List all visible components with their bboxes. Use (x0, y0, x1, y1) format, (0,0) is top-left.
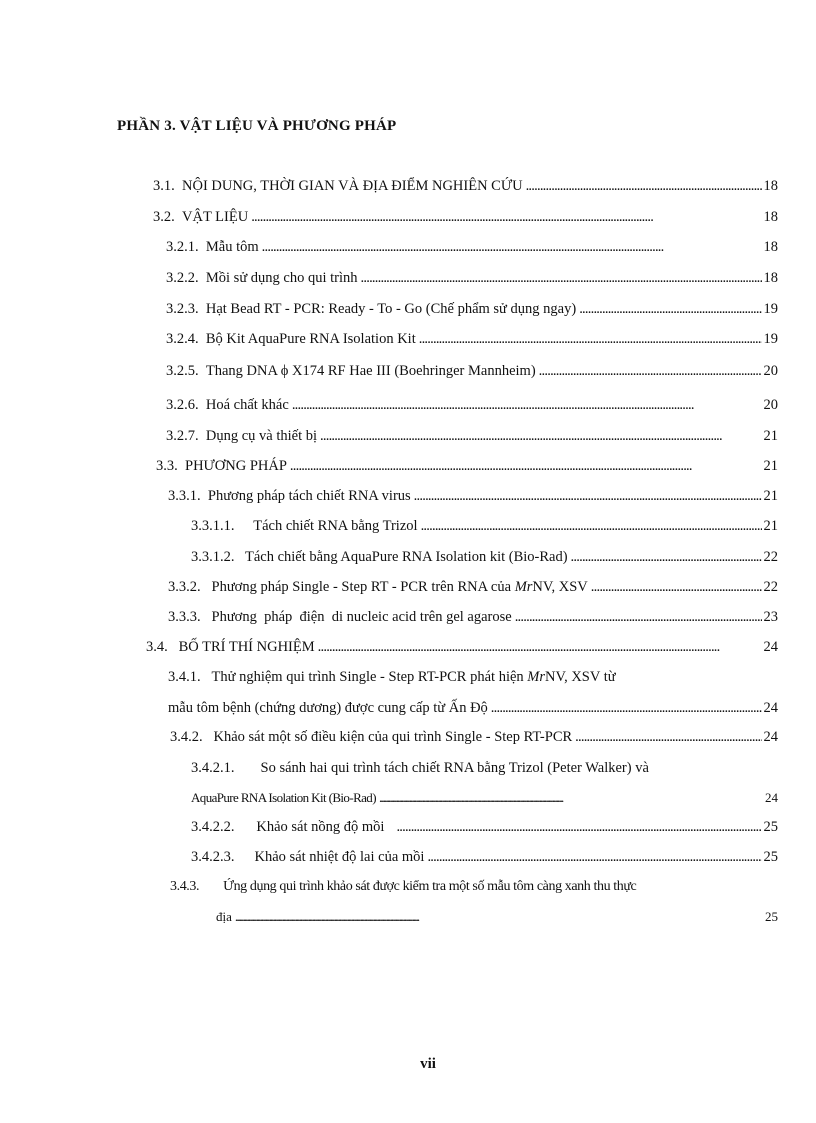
toc-number: 3.2.1. (166, 239, 199, 255)
toc-number: 3.2.2. (166, 270, 199, 286)
toc-title: Mồi sử dụng cho qui trình (205, 270, 358, 286)
toc-leader-dots (526, 175, 762, 197)
toc-title: Bộ Kit AquaPure RNA Isolation Kit (205, 331, 416, 347)
toc-entry (191, 816, 778, 838)
toc-entry (191, 846, 778, 868)
toc-number: 3.4.3. (170, 879, 200, 894)
toc-title: Khảo sát nồng độ mồi (256, 819, 385, 835)
toc-number: 3.2. (153, 209, 175, 225)
toc-leader-dots (292, 394, 762, 416)
toc-number: 3.3.1.2. (191, 549, 235, 565)
toc-entry (166, 328, 778, 350)
toc-number: 3.2.3. (166, 301, 199, 317)
toc-number: 3.4. (146, 639, 168, 655)
toc-leader-dots (591, 576, 762, 598)
toc-number: 3.4.1. (168, 669, 201, 685)
toc-page-number: 25 (765, 909, 778, 924)
toc-entry (191, 546, 778, 568)
toc-page-number: 22 (763, 579, 778, 595)
toc-leader-dots (579, 298, 761, 320)
toc-entry (191, 515, 778, 537)
toc-leader-dots (571, 546, 762, 568)
toc-leader-dots (361, 267, 762, 289)
toc-leader-dots (419, 328, 762, 350)
toc-entry (166, 425, 778, 447)
toc-title: Phương pháp tách chiết RNA virus (207, 488, 411, 504)
toc-leader-dots (396, 816, 761, 838)
toc-leader-dots (427, 846, 761, 868)
toc-page-number: 19 (763, 301, 778, 317)
toc-entry (168, 606, 778, 628)
toc-number: 3.2.5. (166, 363, 199, 379)
toc-title: Phương pháp điện di nucleic acid trên gel agarose (211, 609, 512, 625)
toc-entry (153, 206, 778, 228)
toc-entry-first-line (191, 757, 748, 779)
toc-leader-dots (262, 236, 762, 258)
toc-page-number: 24 (763, 700, 778, 716)
toc-leader-dots (491, 697, 762, 719)
toc-title: NỘI DUNG, THỜI GIAN VÀ ĐỊA ĐIỂM NGHIÊN CỨU (182, 178, 523, 194)
toc-title: Khảo sát một số điều kiện của qui trình Single - Step RT-PCR (213, 729, 573, 745)
toc-title: Hoá chất khác (205, 397, 289, 413)
toc-page-number: 25 (763, 849, 778, 865)
toc-entry (166, 394, 778, 416)
toc-number: 3.3.3. (168, 609, 201, 625)
toc-title-continued: AquaPure RNA Isolation Kit (Bio-Rad) (191, 790, 376, 805)
toc-entry (156, 455, 778, 477)
toc-page-number: 24 (763, 639, 778, 655)
toc-title: Khảo sát nhiệt độ lai của mồi (254, 849, 425, 865)
toc-title: So sánh hai qui trình tách chiết RNA bằng Trizol (Peter Walker) và (260, 760, 649, 776)
toc-title: VẬT LIỆU (182, 209, 249, 225)
toc-number: 3.2.4. (166, 331, 199, 347)
toc-entry (168, 485, 778, 507)
toc-title: Tách chiết bằng AquaPure RNA Isolation kit (Bio-Rad) (244, 549, 568, 565)
toc-number: 3.3.1.1. (191, 518, 235, 534)
toc-entry (166, 267, 778, 289)
toc-page-number: 25 (763, 819, 778, 835)
toc-page-number: 22 (763, 549, 778, 565)
toc-leader-dots (539, 360, 762, 382)
toc-title: Phương pháp Single - Step RT - PCR trên RNA của MrNV, XSV (211, 579, 588, 595)
toc-number: 3.3.1. (168, 488, 201, 504)
toc-leader-dots (290, 455, 762, 477)
toc-number: 3.4.2.2. (191, 819, 235, 835)
toc-leader-dots (379, 787, 763, 809)
toc-leader-dots (251, 206, 761, 228)
toc-number: 3.3. (156, 458, 178, 474)
toc-entry (166, 236, 778, 258)
toc-entry (191, 787, 778, 809)
section-heading: PHẦN 3. VẬT LIỆU VÀ PHƯƠNG PHÁP (117, 118, 397, 134)
toc-entry (168, 697, 778, 719)
toc-page-number: 18 (763, 209, 778, 225)
toc-page-number: 24 (765, 790, 778, 805)
toc-title: Hạt Bead RT - PCR: Ready - To - Go (Chế phẩm sử dụng ngay) (205, 301, 577, 317)
toc-number: 3.2.6. (166, 397, 199, 413)
toc-leader-dots (421, 515, 762, 537)
toc-title: Ứng dụng qui trình khảo sát được kiểm tra một số mẫu tôm càng xanh thu thực (223, 879, 637, 894)
toc-page-number: 23 (763, 609, 778, 625)
toc-title: Tách chiết RNA bằng Trizol (253, 518, 418, 534)
toc-entry (166, 360, 778, 382)
toc-leader-dots (414, 485, 762, 507)
toc-number: 3.4.2.3. (191, 849, 235, 865)
toc-entry (168, 576, 778, 598)
toc-number: 3.4.2. (170, 729, 203, 745)
toc-leader-dots (320, 425, 761, 447)
toc-page-number: 21 (763, 488, 778, 504)
toc-page-number: 19 (763, 331, 778, 347)
toc-page-number: 21 (763, 518, 778, 534)
toc-title: Mẫu tôm (205, 239, 259, 255)
toc-leader-dots (235, 906, 763, 928)
toc-page-number: 21 (763, 428, 778, 444)
toc-number: 3.3.2. (168, 579, 201, 595)
toc-leader-dots (318, 636, 762, 658)
toc-page-number: 24 (763, 729, 778, 745)
page-number: vii (420, 1056, 436, 1072)
toc-title: Thử nghiệm qui trình Single - Step RT-PCR phát hiện MrNV, XSV từ (211, 669, 616, 685)
toc-page-number: 18 (763, 239, 778, 255)
toc-number: 3.4.2.1. (191, 760, 235, 776)
toc-leader-dots (515, 606, 762, 628)
toc-title-continued: địa (216, 909, 232, 924)
toc-page-number: 18 (763, 178, 778, 194)
toc-entry-first-line (168, 666, 748, 688)
toc-page-number: 18 (763, 270, 778, 286)
toc-entry (216, 906, 778, 928)
toc-entry (166, 298, 778, 320)
toc-title-continued: mẫu tôm bệnh (chứng dương) được cung cấp từ Ấn Độ (168, 700, 488, 716)
toc-title: PHƯƠNG PHÁP (185, 458, 287, 474)
toc-title: BỐ TRÍ THÍ NGHIỆM (178, 639, 315, 655)
toc-entry (170, 726, 778, 748)
toc-page-number: 21 (763, 458, 778, 474)
toc-page-number: 20 (763, 363, 778, 379)
toc-number: 3.2.7. (166, 428, 199, 444)
toc-entry-first-line (170, 876, 748, 898)
toc-number: 3.1. (153, 178, 175, 194)
toc-page-number: 20 (763, 397, 778, 413)
toc-entry (153, 175, 778, 197)
toc-leader-dots (575, 726, 761, 748)
toc-entry (146, 636, 778, 658)
toc-title: Thang DNA ϕ X174 RF Hae III (Boehringer Mannheim) (205, 363, 536, 379)
toc-title: Dụng cụ và thiết bị (205, 428, 318, 444)
